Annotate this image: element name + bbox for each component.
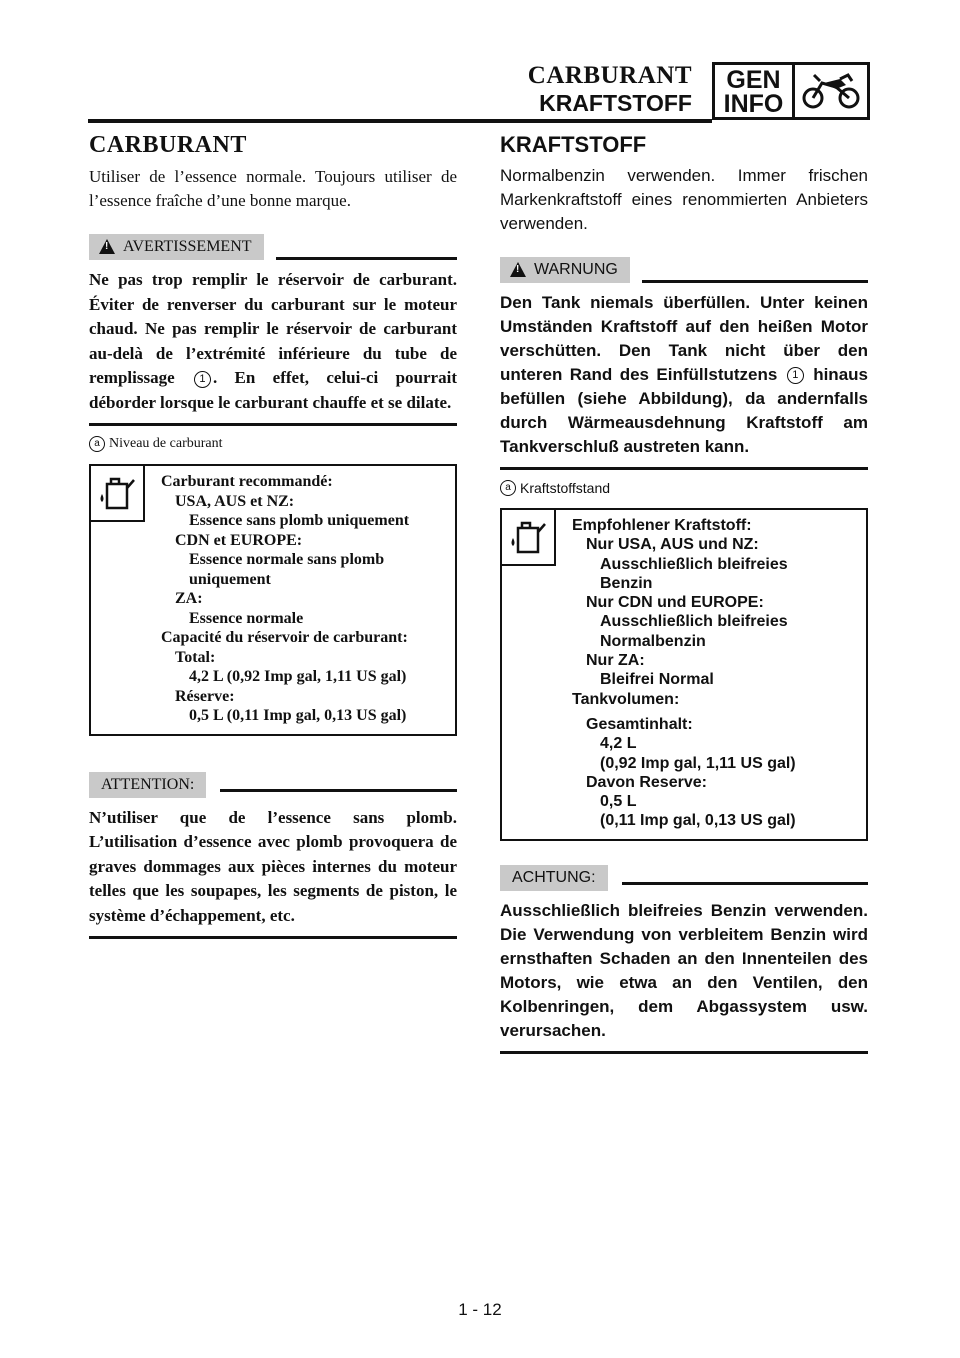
caution-header [89, 772, 457, 798]
warning-rule [276, 257, 457, 260]
warning-text-part2: . En effet, celui-ci pourrait déborder lorsque le carburant chauffe et se dilate. [89, 368, 457, 412]
caution-header [500, 865, 868, 891]
spec-value: Ausschließlich bleifreies [600, 555, 788, 573]
callout-marker: 1 [194, 371, 211, 388]
motorcycle-icon [795, 65, 867, 117]
warning-label [89, 234, 264, 260]
warning-text-part2: hinaus befüllen (siehe Abbildung), da andernfalls durch Wärmeausdehnung Kraftstoff am Tankverschluß austreten kann. [500, 365, 868, 456]
spec-total-value: 4,2 L [600, 735, 637, 753]
spec-region: Nur CDN und EUROPE: [586, 594, 764, 612]
spec-value: Essence sans plomb uniquement [189, 512, 410, 529]
warning-text-part1: Den Tank niemals überfüllen. Unter keinen Umständen Kraftstoff auf den heißen Motor verschütten. Den Tank nicht über den unteren Rand des Einfüllstutzens [500, 293, 868, 384]
warning-icon [510, 262, 526, 277]
fuel-can-icon [502, 510, 556, 566]
spec-value: uniquement [189, 570, 271, 588]
column-french [89, 128, 457, 939]
spec-reserve-label: Davon Reserve: [586, 773, 707, 791]
caution-label: ACHTUNG: [500, 865, 608, 891]
note-marker: a [500, 480, 516, 496]
spec-body [145, 466, 455, 734]
figure-note [89, 436, 457, 452]
spec-total-value: (0,92 Imp gal, 1,11 US gal) [600, 754, 796, 772]
warning-header [500, 256, 868, 283]
section-badge-label [715, 65, 795, 117]
warning-label [500, 257, 630, 283]
fuel-can-icon [91, 466, 145, 522]
header-rule [88, 119, 712, 123]
warning-text [89, 268, 457, 415]
spec-value: Essence normale sans plomb [189, 551, 385, 568]
caution-text: Ausschließlich bleifreies Benzin verwenden. Die Verwendung von verbleitem Benzin wird ernsthaften Schaden an den Innenteilen des Motors, wie etwa an den Ventilen, den Kolbenringen, dem Abgassystem usw. verursachen. [500, 900, 868, 1040]
spec-capacity-title: Capacité du réservoir de carburant: [161, 629, 408, 646]
caution-rule [622, 882, 868, 885]
spec-value: Ausschließlich bleifreies [600, 613, 788, 631]
spec-value: Benzin [600, 574, 653, 592]
spec-title: Empfohlener Kraftstoff: [572, 517, 752, 534]
spec-value: Essence normale [189, 609, 304, 627]
spec-capacity-title: Tankvolumen: [572, 690, 680, 708]
warning-rule [642, 280, 868, 283]
spec-value: Bleifrei Normal [600, 671, 714, 689]
caution-rule [220, 789, 457, 792]
spec-total-label: Gesamtinhalt: [586, 715, 693, 733]
spec-region: Nur ZA: [586, 652, 645, 670]
column-german [500, 128, 868, 1054]
spec-icon-cell [502, 510, 556, 839]
section-badge [712, 62, 870, 120]
spec-body [556, 510, 866, 839]
intro-text: Utiliser de l’essence normale. Toujours utiliser de l’essence fraîche d’une bonne marque. [89, 167, 457, 210]
spec-region: ZA: [175, 590, 203, 607]
note-marker: a [89, 436, 105, 452]
warning-text-part1: Ne pas trop remplir le réservoir de carburant. Éviter de renverser du carburant sur le moteur chaud. Ne pas remplir le réservoir de carburant au-delà de l’extrémité inférieure du tube de remplissage [89, 270, 457, 387]
spec-reserve-value: 0,5 L (0,11 Imp gal, 0,13 US gal) [189, 707, 407, 724]
spec-title: Carburant recommandé: [161, 473, 333, 490]
header-title-de: KRAFTSTOFF [539, 90, 692, 116]
spec-total-value: 4,2 L (0,92 Imp gal, 1,11 US gal) [189, 668, 407, 685]
caution-end-rule [500, 1051, 868, 1054]
spec-box [89, 464, 457, 736]
badge-line-2: INFO [723, 90, 784, 118]
caution-end-rule [89, 936, 457, 939]
figure-note [500, 480, 868, 496]
spec-total-label: Total: [175, 648, 216, 666]
caution-label: ATTENTION: [89, 772, 206, 798]
spec-reserve-value: (0,11 Imp gal, 0,13 US gal) [600, 812, 796, 830]
section-heading: CARBURANT [89, 132, 247, 158]
callout-marker: 1 [787, 367, 804, 384]
caution-text: N’utiliser que de l’essence sans plomb. L’utilisation d’essence avec plomb provoquera de graves dommages aux pièces internes du moteur telles que les soupapes, les segments de piston, le système d’échappement, etc. [89, 807, 457, 925]
warning-icon [99, 239, 115, 254]
page-number: 1 - 12 [458, 1300, 502, 1319]
spec-region: Nur USA, AUS und NZ: [586, 536, 759, 554]
badge-line-1: GEN [726, 66, 781, 94]
header-title-fr: CARBURANT [527, 62, 692, 89]
spec-value: Normalbenzin [600, 632, 706, 650]
warning-end-rule [89, 423, 457, 426]
section-heading: KRAFTSTOFF [500, 132, 647, 157]
warning-label-text: AVERTISSEMENT [123, 237, 252, 255]
note-text: Kraftstoffstand [520, 480, 611, 496]
warning-text [500, 291, 868, 459]
spec-reserve-value: 0,5 L [600, 793, 637, 811]
warning-header [89, 233, 457, 260]
spec-region: CDN et EUROPE: [175, 531, 303, 549]
warning-label-text: WARNUNG [534, 260, 618, 278]
spec-box [500, 508, 868, 841]
intro-text: Normalbenzin verwenden. Immer frischen Markenkraftstoff eines renommierten Anbieters verwenden. [500, 166, 868, 233]
spec-icon-cell [91, 466, 145, 734]
note-text: Niveau de carburant [109, 436, 223, 451]
spec-reserve-label: Réserve: [175, 687, 235, 705]
spec-region: USA, AUS et NZ: [175, 492, 295, 510]
warning-end-rule [500, 467, 868, 470]
